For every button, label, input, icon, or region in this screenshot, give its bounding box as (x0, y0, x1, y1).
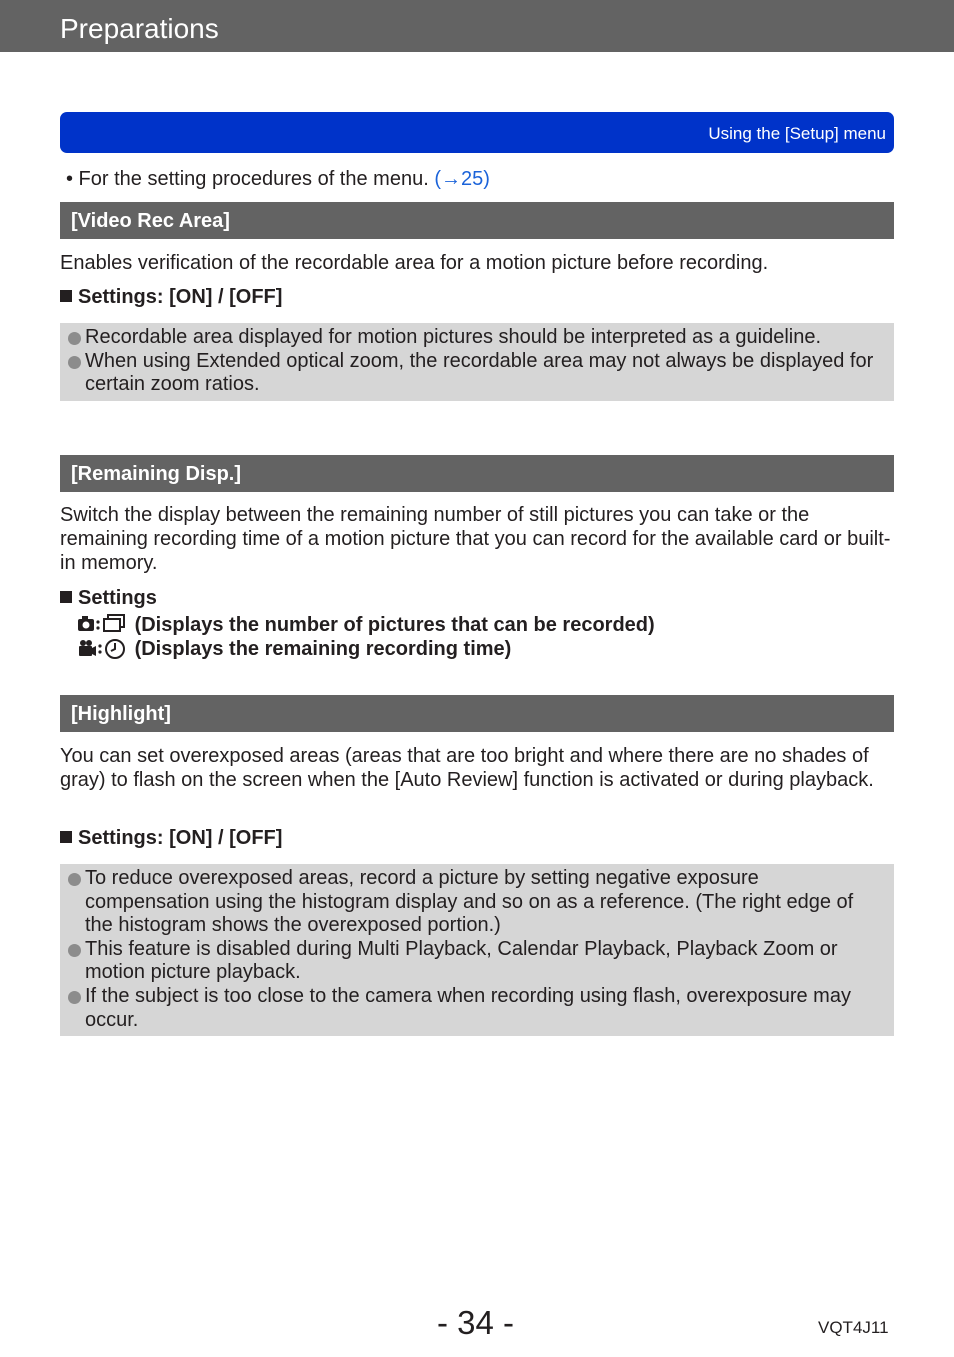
note-item (68, 938, 886, 985)
note-box (60, 864, 894, 1036)
settings-line (60, 586, 157, 610)
note-text: Recordable area displayed for motion pictures should be interpreted as a guideline. (85, 326, 822, 348)
section-description: Enables verification of the recordable area for a motion picture before recording. (60, 252, 769, 274)
settings-line (60, 285, 282, 309)
section-title: [Highlight] (71, 703, 171, 725)
note-text: This feature is disabled during Multi Playback, Calendar Playback, Playback Zoom or motion picture playback. (85, 937, 838, 984)
section-description: You can set overexposed areas (areas that are too bright and where there are no shades of gray) to flash on the screen when the [Auto Review] function is activated or during playback. (60, 745, 874, 791)
video-camera-icon (77, 637, 129, 659)
setting-option-pictures (77, 613, 655, 637)
settings-line (60, 826, 282, 850)
note-text: When using Extended optical zoom, the recordable area may not always be displayed for certain zoom ratios. (85, 349, 874, 396)
document-code: VQT4J11 (818, 1318, 889, 1337)
bullet-dot-icon (68, 873, 81, 886)
settings-label: Settings: [ON] / [OFF] (78, 827, 283, 849)
note-item (68, 350, 886, 397)
bullet-dot-icon (68, 356, 81, 369)
note-box (60, 323, 894, 401)
section-header-video-rec-area (60, 202, 894, 239)
square-bullet-icon (60, 290, 72, 302)
settings-label: Settings: [ON] / [OFF] (78, 286, 283, 308)
square-bullet-icon (60, 591, 72, 603)
option-text: (Displays the remaining recording time) (134, 638, 512, 660)
page-title: Preparations (60, 13, 219, 44)
section-title: [Remaining Disp.] (71, 463, 242, 485)
option-text: (Displays the number of pictures that can be recorded) (134, 614, 655, 636)
setup-menu-bar (60, 112, 894, 153)
note-text: If the subject is too close to the camera when recording using flash, overexposure may occur. (85, 984, 851, 1031)
setup-menu-label: Using the [Setup] menu (708, 124, 886, 143)
bullet-dot-icon (68, 991, 81, 1004)
section-header-remaining-disp (60, 455, 894, 492)
square-bullet-icon (60, 831, 72, 843)
note-item (68, 985, 886, 1032)
intro-text: • For the setting procedures of the menu. (66, 168, 435, 190)
note-item (68, 867, 886, 938)
camera-icon (77, 613, 129, 635)
section-title: [Video Rec Area] (71, 210, 230, 232)
page-reference-link[interactable]: (→25) (434, 168, 490, 190)
section-header-highlight (60, 695, 894, 732)
note-item (68, 326, 886, 350)
bullet-dot-icon (68, 332, 81, 345)
settings-label: Settings (78, 587, 157, 609)
intro-note (66, 167, 490, 191)
page-number: - 34 - (437, 1304, 515, 1341)
page-header (0, 0, 954, 52)
note-text: To reduce overexposed areas, record a picture by setting negative exposure compensation using the histogram display and so on as a reference. (The right edge of the histogram shows the overexposed portion.) (85, 867, 854, 937)
section-description: Switch the display between the remaining number of still pictures you can take or the remaining recording time of a motion picture that you can record for the available card or built-in memory. (60, 504, 891, 574)
setting-option-time (77, 637, 511, 661)
bullet-dot-icon (68, 944, 81, 957)
